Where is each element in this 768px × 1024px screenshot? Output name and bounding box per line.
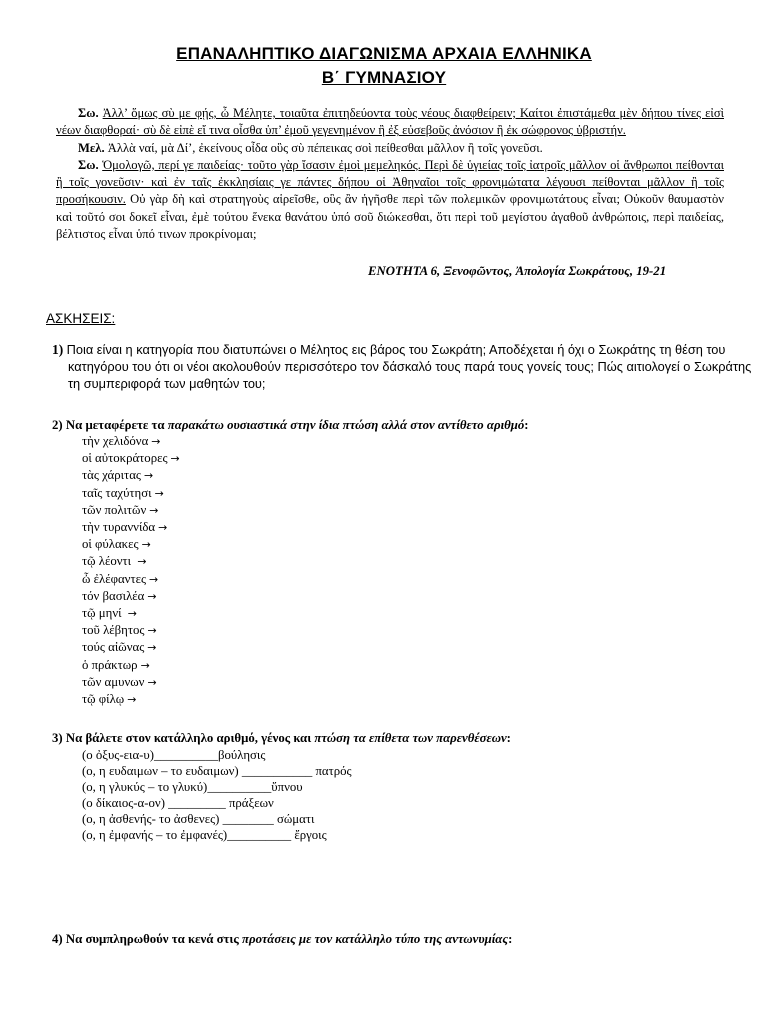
word: τὰς χάριτας	[82, 468, 141, 483]
arrow-right-icon: →	[149, 572, 159, 586]
passage-underlined-text: Ὁμολογῶ, περί γε παιδείας· τοῦτο γὰρ ἴσασιν ἐμοὶ μεμεληκός. Περὶ δὲ ὑγιείας τοῖς ἰατροῖς μᾶλλον οἱ ἄνθρωποι πείθονται ἢ τοῖς γονεῦσιν· καὶ ἐν ταῖς ἐκκλησίαις γε πάντες δήπου οἱ Ἀθηναῖοι τοῖς φρονιμώτατα λέγουσι πείθονται μᾶλλον ἢ τοῖς προσήκουσιν.	[56, 157, 724, 207]
list-item	[82, 485, 180, 502]
list-item	[82, 691, 180, 708]
word: τὴν χελιδόνα	[82, 434, 149, 448]
list-item	[82, 433, 180, 450]
arrow-right-icon: →	[147, 675, 157, 689]
question-2-heading: 2) Να μεταφέρετε τα παρακάτω ουσιαστικά στην ίδια πτώση αλλά στον αντίθετο αριθμό:	[52, 418, 529, 432]
passage-underlined-text: Ἀλλ’ ὅμως σὺ με φῄς, ὦ Μέλητε, τοιαῦτα ἐπιτηδεύοντα τοὺς νέους διαφθείρειν; Καίτοι ἐπιστάμεθα μὲν δήπου τίνες εἰσὶ νέων διαφθοραί· σὺ δὲ εἰπὲ εἴ τινα οἶσθα ὑπ’ ἐμοῦ γεγενημένον ἢ ἐξ εὐσεβοῦς ἀνόσιον ἢ ἐκ σώφρονος ὑβριστήν.	[56, 106, 724, 138]
word: τῷ λέοντι	[82, 554, 135, 569]
list-item	[82, 639, 180, 656]
arrow-right-icon: →	[147, 589, 157, 603]
passage-text: Ἀλλὰ ναί, μὰ Δί’, ἐκείνους οἶδα οὓς σὺ πέπεικας σοὶ πείθεσθαι μᾶλλον ἢ τοῖς γονεῦσι.	[107, 140, 543, 155]
passage-text: Οὐ γὰρ δὴ καὶ στρατηγοὺς αἱρεῖσθε, οὓς ἂν ἡγῆσθε περὶ τῶν πολεμικῶν φρονιμωτάτους εἶναι; Οὐκοῦν θαυμαστὸν καὶ τοῦτό σοι δοκεῖ εἶναι, ἐμὲ τούτου ἕνεκα θανάτου ὑπό σοῦ διώκεσθαι, ὅτι περὶ τοῦ μεγίστου ἀγαθοῦ ἀνθρώποις, περὶ παιδείας, βέλτιστος εἶναι ὑπό τινων προκρίνομαι;	[56, 192, 724, 242]
list-item	[82, 571, 180, 588]
arrow-right-icon: →	[140, 658, 150, 672]
arrow-right-icon: →	[147, 641, 157, 655]
word: οἱ φύλακες	[82, 537, 139, 552]
word: οἱ αὐτοκράτορες	[82, 451, 168, 466]
list-item	[82, 674, 180, 691]
list-item	[82, 588, 180, 605]
word: τῶν αμυνων	[82, 674, 145, 689]
speaker-socrates: Σω.	[78, 106, 103, 120]
list-item	[82, 622, 180, 639]
exercises-heading: ΑΣΚΗΣΕΙΣ:	[46, 311, 116, 326]
question-3-adjective-list	[82, 747, 352, 843]
list-item	[82, 467, 180, 484]
greek-passage	[56, 105, 724, 243]
worksheet-title: ΕΠΑΝΑΛΗΠΤΙΚΟ ΔΙΑΓΩΝΙΣΜΑ ΑΡΧΑΙΑ ΕΛΛΗΝΙΚΑ	[176, 44, 592, 63]
word: ὁ πράκτωρ	[82, 657, 138, 672]
list-item	[82, 553, 180, 570]
fill-in-item: (ο, η γλυκύς – το γλυκύ)__________ὕπνου	[82, 780, 303, 794]
word: τῷ φίλῳ	[82, 692, 125, 707]
question-2-word-list	[82, 433, 180, 708]
arrow-right-icon: →	[154, 486, 164, 500]
speaker-socrates: Σω.	[78, 157, 103, 172]
list-item	[82, 450, 180, 467]
arrow-right-icon: →	[170, 452, 180, 466]
fill-in-item: (ο δίκαιος-α-ον) _________ πράξεων	[82, 796, 274, 810]
word: τόν βασιλέα	[82, 588, 145, 603]
arrow-right-icon: →	[151, 435, 161, 448]
list-item	[82, 657, 180, 674]
arrow-right-icon: →	[143, 469, 154, 483]
question-number: 1)	[52, 342, 67, 357]
passage-paragraph-1	[56, 105, 724, 140]
word: τούς αἰῶνας	[82, 640, 145, 655]
question-text: Ποια είναι η κατηγορία που διατυπώνει ο Μέλητος εις βάρος του Σωκράτη; Αποδέχεται ή όχι ο Σωκράτης τη θέση του κατηγόρου του ότι οι νέοι ακολουθούν περισσότερο τον δάσκαλό τους παρά τους γονείς τους; Πώς αιτιολογεί ο Σωκράτης τη συμπεριφορά των μαθητών του;	[66, 342, 752, 391]
speaker-meletus: Μελ.	[78, 140, 108, 155]
arrow-right-icon: →	[127, 693, 137, 707]
worksheet-subtitle: Β΄ ΓΥΜΝΑΣΙΟΥ	[321, 68, 447, 87]
word: ὦ ἐλέφαντες	[82, 571, 147, 586]
question-1	[52, 341, 760, 392]
arrow-right-icon: →	[137, 555, 147, 569]
question-3-heading: 3) Να βάλετε στον κατάλληλο αριθμό, γένος και πτώση τα επίθετα των παρενθέσεων:	[52, 731, 511, 745]
word: τῶν πολιτῶν	[82, 502, 147, 517]
list-item	[82, 605, 180, 622]
fill-in-item: (ο, η ἐμφανής – το ἐμφανές)__________ ἔργοις	[82, 828, 327, 842]
arrow-right-icon: →	[127, 607, 137, 621]
word: ταῖς ταχύτησι	[82, 485, 152, 500]
word: τοῦ λέβητος	[82, 623, 145, 638]
arrow-right-icon: →	[149, 503, 159, 517]
passage-paragraph-3	[56, 157, 724, 243]
word: τῷ μηνί	[82, 606, 125, 621]
fill-in-item: (ο, η ευδαιμων – το ευδαιμων) ___________ πατρός	[82, 764, 352, 778]
question-4-heading: 4) Να συμπληρωθούν τα κενά στις προτάσεις με τον κατάλληλο τύπο της αντωνυμίας:	[52, 932, 513, 946]
list-item	[82, 519, 180, 536]
list-item	[82, 502, 180, 519]
word: τὴν τυραννίδα	[82, 520, 156, 535]
fill-in-item: (ο ὀξυς-εια-υ)__________βούλησις	[82, 748, 266, 762]
arrow-right-icon: →	[147, 624, 157, 638]
list-item	[82, 536, 180, 553]
passage-source: ΕΝΟΤΗΤΑ 6, Ξενοφῶντος, Ἀπολογία Σωκράτους, 19-21	[368, 264, 667, 278]
arrow-right-icon: →	[141, 538, 151, 552]
arrow-right-icon: →	[158, 521, 168, 535]
passage-paragraph-2	[56, 140, 724, 157]
fill-in-item: (ο, η ἀσθενής- το ἀσθενες) ________ σώματι	[82, 812, 315, 826]
